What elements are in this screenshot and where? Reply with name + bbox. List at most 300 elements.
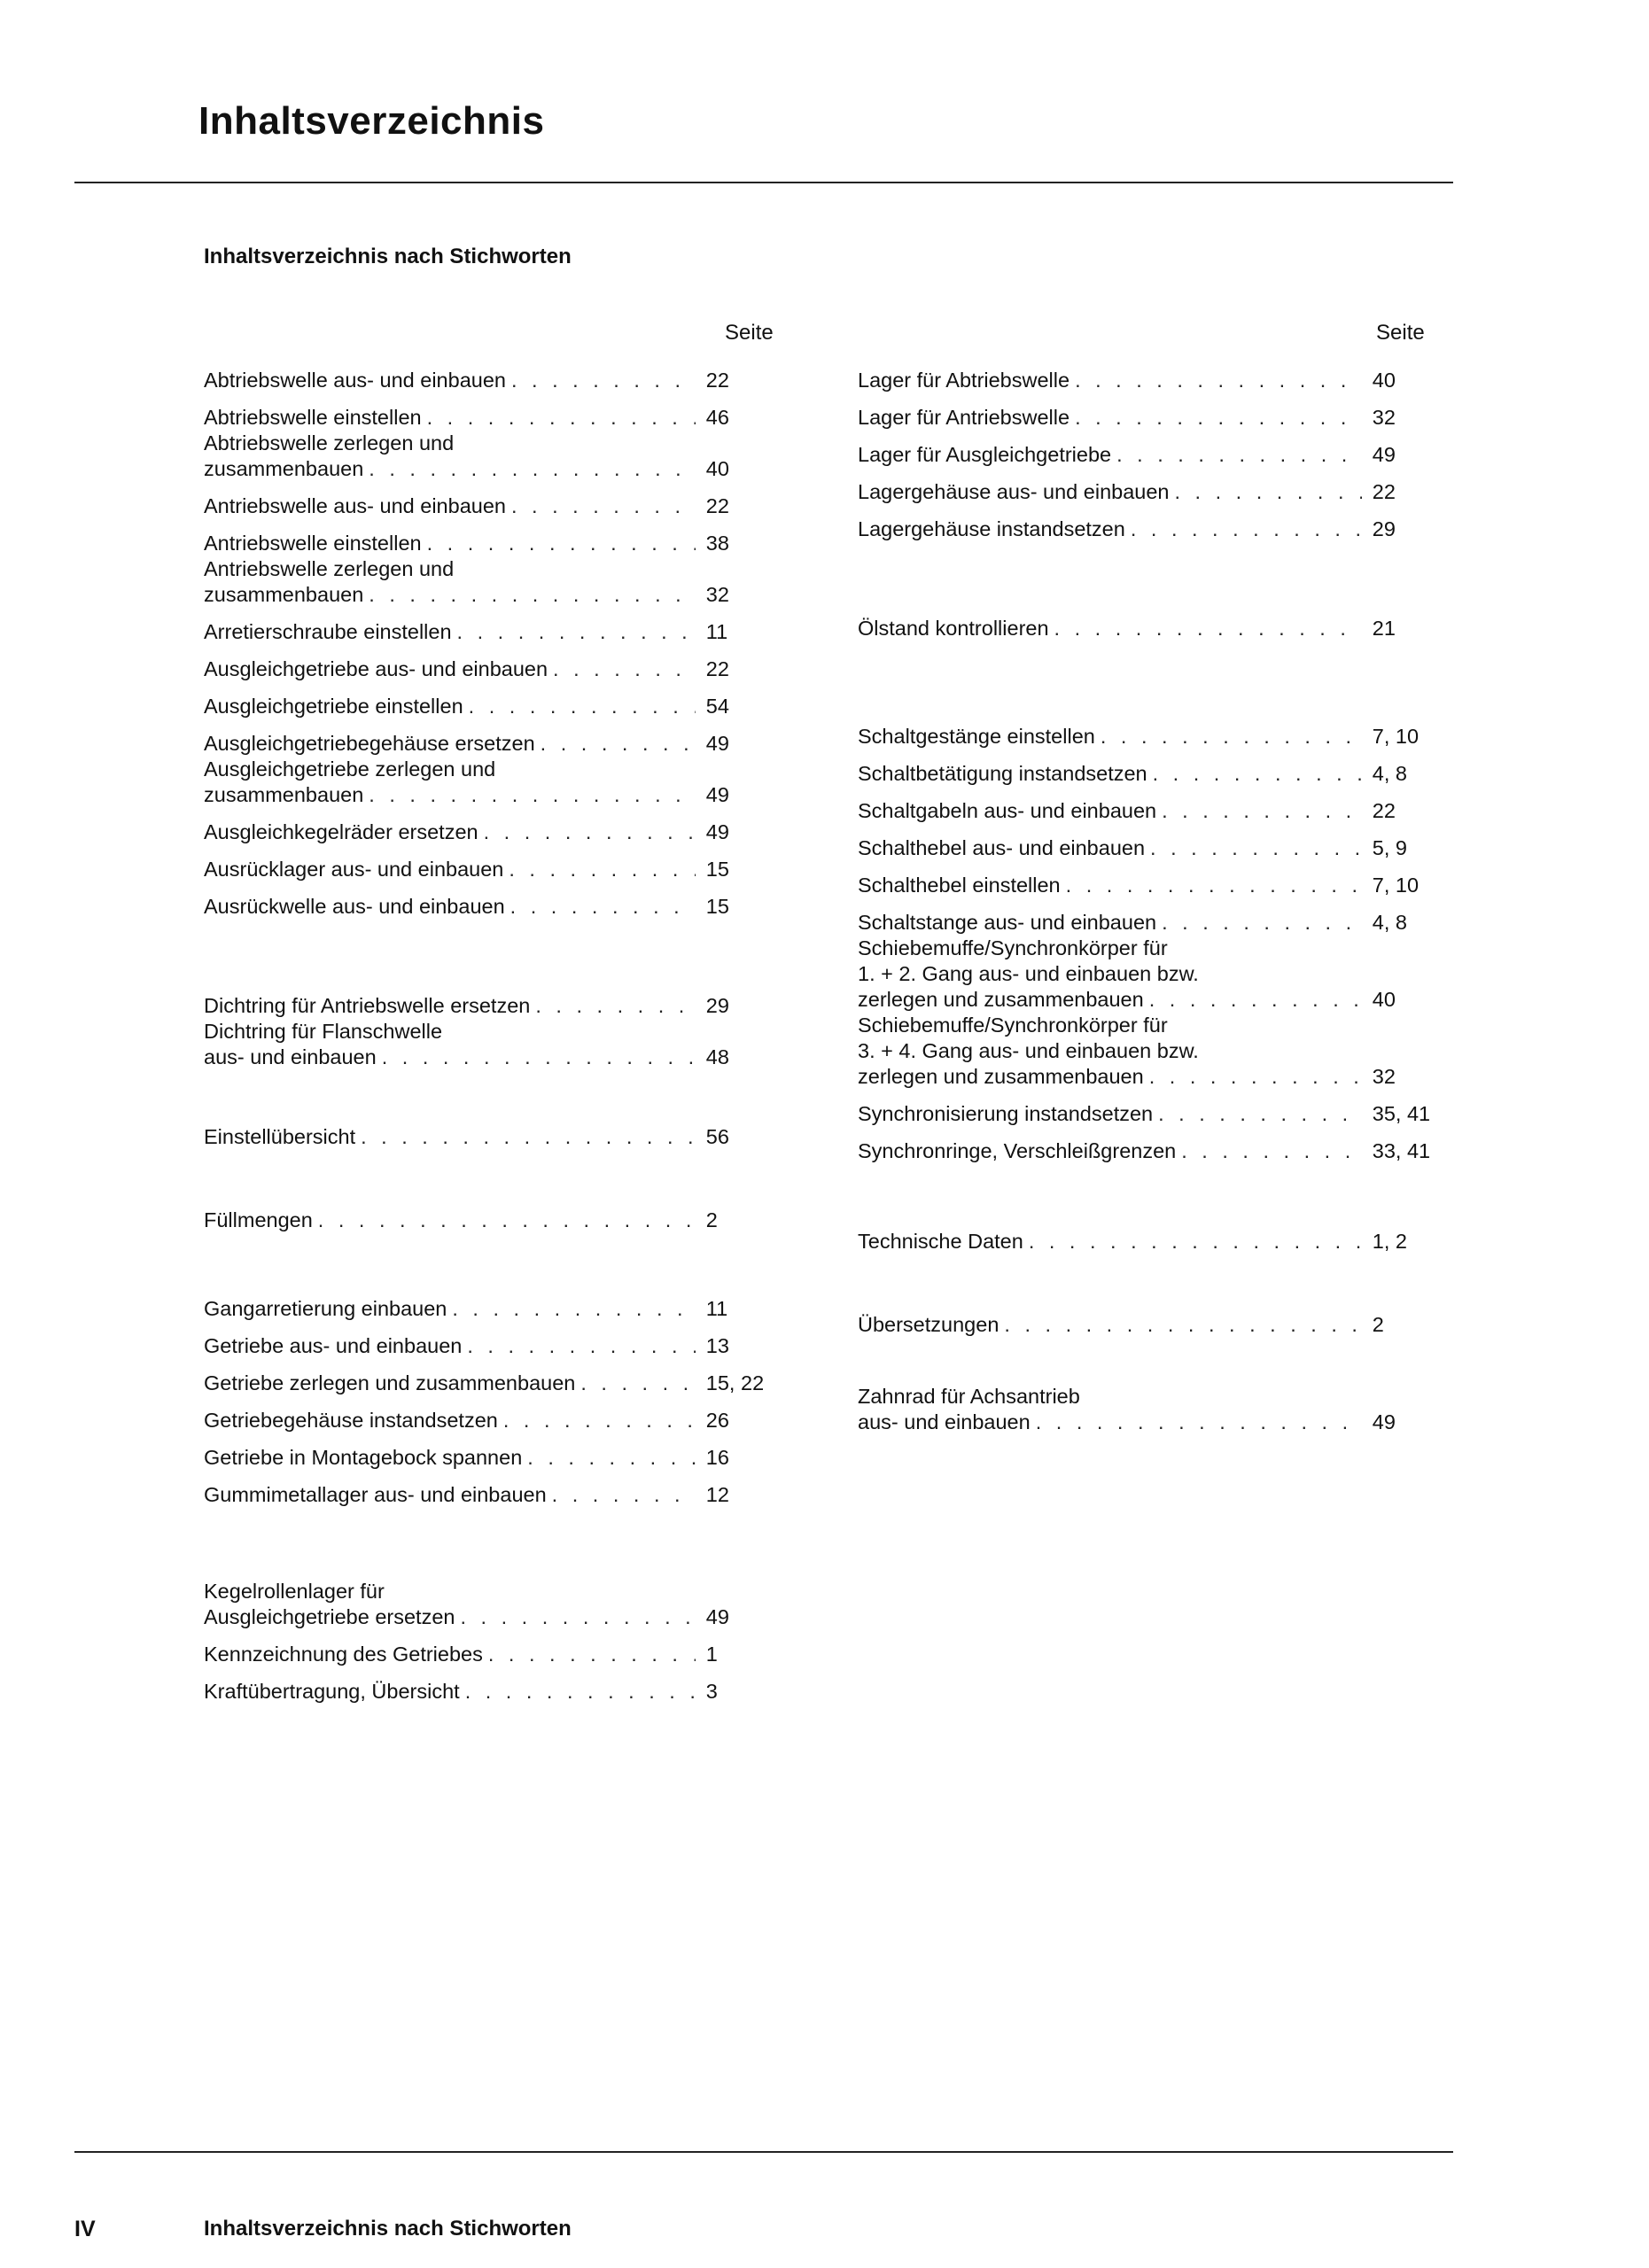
entry-text (858, 910, 1362, 936)
entry-page-number: 11 (705, 1297, 728, 1320)
entry-label: Abtriebswelle aus- und einbauen (204, 369, 506, 392)
dot-leader (1147, 761, 1362, 787)
entry-page-number: 22 (1372, 799, 1396, 822)
index-entry (204, 356, 793, 393)
dot-leader (377, 1045, 696, 1070)
index-entry (204, 1396, 793, 1433)
entry-label-row (858, 724, 1362, 750)
index-entry (858, 936, 1460, 1013)
entry-label: Technische Daten (858, 1230, 1023, 1253)
entry-label: Ölstand kontrollieren (858, 617, 1049, 640)
entry-label: Ausrückwelle aus- und einbauen (204, 895, 505, 918)
entry-page-number: 11 (705, 620, 728, 643)
entry-label-row (204, 1642, 696, 1667)
index-entry (858, 898, 1460, 936)
index-entry (858, 787, 1460, 824)
entry-text (204, 1679, 696, 1705)
index-entry (204, 1579, 793, 1630)
entry-label-row (204, 656, 696, 682)
entry-label-row (858, 1064, 1362, 1090)
top-divider (74, 182, 1453, 183)
entry-label: Ausgleichgetriebe aus- und einbauen (204, 657, 548, 680)
dot-leader (505, 894, 696, 920)
entry-text (858, 936, 1362, 1013)
entry-label-row (204, 619, 696, 645)
entry-text (858, 517, 1362, 542)
entry-label: Antriebswelle aus- und einbauen (204, 494, 506, 517)
dot-leader (535, 731, 696, 757)
index-group (858, 1217, 1460, 1254)
entry-label-line: Kegelrollenlager für (204, 1580, 385, 1603)
index-group (858, 1301, 1460, 1338)
index-group (204, 1285, 793, 1508)
entry-text (204, 857, 696, 882)
entry-text (204, 531, 696, 556)
index-entry (204, 1667, 793, 1705)
entry-page-number: 32 (1372, 1065, 1396, 1088)
entry-page-number: 13 (705, 1334, 729, 1357)
entry-label: Lager für Abtriebswelle (858, 369, 1070, 392)
dot-leader (1023, 1229, 1362, 1254)
entry-label: Kennzeichnung des Getriebes (204, 1643, 483, 1666)
entry-label-row (858, 835, 1362, 861)
entry-text (858, 442, 1362, 468)
entry-text (204, 757, 696, 808)
index-entry (204, 645, 793, 682)
entry-page-number: 15 (705, 858, 729, 881)
index-group (858, 604, 1460, 641)
dot-leader (1070, 368, 1362, 393)
entry-text (204, 1642, 696, 1667)
entry-label-row (858, 479, 1362, 505)
index-entry (204, 845, 793, 882)
entry-label: Übersetzungen (858, 1313, 1000, 1336)
entry-page-number: 16 (705, 1446, 729, 1469)
entry-text (204, 1019, 696, 1070)
index-group (858, 1384, 1460, 1435)
entry-page-number: 29 (705, 994, 729, 1017)
entry-text (858, 873, 1362, 898)
entry-page-number: 40 (1372, 988, 1396, 1011)
index-column-left (204, 321, 793, 1705)
entry-label-row (858, 798, 1362, 824)
entry-page-number: 56 (705, 1125, 729, 1148)
entry-page-number: 2 (1372, 1313, 1384, 1336)
entry-label-row (858, 368, 1362, 393)
index-group (858, 712, 1460, 1164)
entry-label-line: Ausgleichgetriebe zerlegen und (204, 757, 496, 781)
index-group (204, 1196, 793, 1233)
entry-text (858, 479, 1362, 505)
entry-label-row (858, 1312, 1362, 1338)
dot-leader (363, 456, 696, 482)
dot-leader (1095, 724, 1362, 750)
entry-label-row (858, 873, 1362, 898)
entry-page-number: 5, 9 (1372, 836, 1407, 859)
column-header-left (204, 321, 793, 356)
entry-page-number: 7, 10 (1372, 874, 1420, 897)
entry-text (204, 405, 696, 431)
dot-leader (463, 694, 696, 719)
index-entry (204, 719, 793, 757)
index-entry (204, 1471, 793, 1508)
entry-page-number: 49 (1372, 443, 1396, 466)
entry-page-number: 15 (705, 895, 729, 918)
index-entry (858, 505, 1460, 542)
index-entry (204, 1196, 793, 1233)
entry-label-row (858, 405, 1362, 431)
entry-label-line: Schiebemuffe/Synchronkörper für (858, 936, 1168, 959)
entry-label-row (858, 987, 1362, 1013)
entry-label: Schalthebel aus- und einbauen (858, 836, 1146, 859)
dot-leader (530, 993, 695, 1019)
entry-label: aus- und einbauen (858, 1410, 1031, 1433)
entry-label-row (204, 1296, 696, 1322)
entry-page-number: 32 (1372, 406, 1396, 429)
entry-label: Ausgleichgetriebe ersetzen (204, 1605, 455, 1628)
index-column-right (858, 321, 1460, 1435)
index-entry (858, 1127, 1460, 1164)
bottom-divider (74, 2151, 1453, 2153)
entry-label: zerlegen und zusammenbauen (858, 988, 1144, 1011)
entry-label: Abtriebswelle einstellen (204, 406, 422, 429)
dot-leader (548, 656, 696, 682)
dot-leader (1176, 1138, 1362, 1164)
entry-label-line: 1. + 2. Gang aus- und einbauen bzw. (858, 962, 1199, 985)
entry-label-row (204, 531, 696, 556)
index-entry (204, 608, 793, 645)
dot-leader (503, 857, 695, 882)
entry-text (204, 993, 696, 1019)
dot-leader (363, 782, 696, 808)
dot-leader (1070, 405, 1362, 431)
entry-label-line: Zahnrad für Achsantrieb (858, 1385, 1080, 1408)
entry-label-row (204, 1604, 696, 1630)
dot-leader (1145, 835, 1362, 861)
index-entry (204, 1113, 793, 1150)
index-entry (204, 1322, 793, 1359)
entry-label: Ausgleichgetriebe einstellen (204, 695, 463, 718)
entry-label-row (858, 1229, 1362, 1254)
dot-leader (1144, 1064, 1362, 1090)
entry-text (858, 405, 1362, 431)
entry-page-number: 49 (705, 1605, 729, 1628)
column-header-seite: Seite (725, 321, 774, 345)
index-entry (204, 808, 793, 845)
footer-page-number: IV (74, 2217, 96, 2241)
footer-title: Inhaltsverzeichnis nach Stichworten (204, 2217, 572, 2241)
entry-label-row (204, 694, 696, 719)
entry-text (204, 1579, 696, 1630)
dot-leader (522, 1445, 696, 1471)
entry-label: Gummimetallager aus- und einbauen (204, 1483, 547, 1506)
entry-label-row (204, 857, 696, 882)
dot-leader (547, 1482, 696, 1508)
entry-text (204, 619, 696, 645)
entry-label-row (204, 1333, 696, 1359)
entry-label: Dichtring für Antriebswelle ersetzen (204, 994, 531, 1017)
entry-text (204, 368, 696, 393)
dot-leader (506, 493, 696, 519)
entry-page-number: 22 (705, 657, 729, 680)
index-entry (204, 482, 793, 519)
entry-label: Lagergehäuse instandsetzen (858, 517, 1125, 540)
entry-label: aus- und einbauen (204, 1045, 377, 1068)
entry-page-number: 35, 41 (1372, 1102, 1431, 1125)
dot-leader (483, 1642, 696, 1667)
entry-label: Synchronisierung instandsetzen (858, 1102, 1154, 1125)
entry-label-row (204, 1371, 696, 1396)
entry-text (204, 1124, 696, 1150)
entry-label: Einstellübersicht (204, 1125, 356, 1148)
entry-page-number: 46 (705, 406, 729, 429)
index-entry (858, 1217, 1460, 1254)
entry-label-row (204, 368, 696, 393)
index-entry (858, 468, 1460, 505)
dot-leader (462, 1333, 695, 1359)
dot-leader (422, 531, 696, 556)
index-entry (858, 1013, 1460, 1090)
dot-leader (999, 1312, 1361, 1338)
entry-label: Getriebegehäuse instandsetzen (204, 1409, 498, 1432)
dot-leader (422, 405, 696, 431)
index-entry (204, 393, 793, 431)
index-entry (204, 682, 793, 719)
dot-leader (478, 819, 696, 845)
index-entry (204, 1359, 793, 1396)
entry-page-number: 21 (1372, 617, 1396, 640)
entry-label: Lagergehäuse aus- und einbauen (858, 480, 1170, 503)
dot-leader (363, 582, 696, 608)
dot-leader (1061, 873, 1362, 898)
entry-label: Gangarretierung einbauen (204, 1297, 447, 1320)
section-subtitle: Inhaltsverzeichnis nach Stichworten (204, 245, 572, 268)
entry-label-line: Dichtring für Flanschwelle (204, 1020, 443, 1043)
entry-label: Ausrücklager aus- und einbauen (204, 858, 504, 881)
entry-text (204, 493, 696, 519)
entry-label-row (204, 993, 696, 1019)
entry-page-number: 2 (705, 1208, 718, 1231)
entry-label: Arretierschraube einstellen (204, 620, 452, 643)
entry-page-number: 29 (1372, 517, 1396, 540)
index-entry (204, 556, 793, 608)
dot-leader (355, 1124, 696, 1150)
entry-label-line: Schiebemuffe/Synchronkörper für (858, 1014, 1168, 1037)
entry-text (858, 1384, 1362, 1435)
entry-text (858, 798, 1362, 824)
index-entry (204, 431, 793, 482)
entry-page-number: 38 (705, 532, 729, 555)
index-entry (204, 1433, 793, 1471)
index-entry (858, 393, 1460, 431)
entry-text (204, 1408, 696, 1433)
entry-page-number: 7, 10 (1372, 725, 1420, 748)
entry-text (204, 731, 696, 757)
entry-page-number: 40 (1372, 369, 1396, 392)
entry-text (858, 1312, 1362, 1338)
entry-page-number: 40 (705, 457, 729, 480)
entry-page-number: 32 (705, 583, 729, 606)
entry-text (204, 894, 696, 920)
dot-leader (1111, 442, 1362, 468)
entry-page-number: 49 (705, 820, 729, 843)
dot-leader (452, 619, 696, 645)
entry-text (858, 616, 1362, 641)
entry-label: Getriebe zerlegen und zusammenbauen (204, 1371, 576, 1394)
entry-text (858, 1229, 1362, 1254)
index-group (204, 356, 793, 920)
dot-leader (455, 1604, 695, 1630)
entry-page-number: 49 (1372, 1410, 1396, 1433)
dot-leader (447, 1296, 695, 1322)
entry-text (204, 694, 696, 719)
dot-leader (506, 368, 696, 393)
entry-label-row (204, 1045, 696, 1070)
entry-page-number: 15, 22 (705, 1371, 765, 1394)
entry-label-row (204, 1482, 696, 1508)
entry-page-number: 4, 8 (1372, 762, 1407, 785)
index-entry (858, 1301, 1460, 1338)
entry-label: zusammenbauen (204, 583, 364, 606)
column-header-seite: Seite (1376, 321, 1425, 345)
dot-leader (460, 1679, 696, 1705)
index-entry (204, 1285, 793, 1322)
entry-page-number: 54 (705, 695, 729, 718)
entry-label: Lager für Ausgleichgetriebe (858, 443, 1112, 466)
entry-text (204, 656, 696, 682)
dot-leader (313, 1208, 696, 1233)
entry-text (858, 724, 1362, 750)
column-header-right (858, 321, 1460, 356)
index-entry (204, 1630, 793, 1667)
index-entry (858, 604, 1460, 641)
entry-label-row (204, 1124, 696, 1150)
entry-text (858, 368, 1362, 393)
page-title: Inhaltsverzeichnis (198, 99, 545, 143)
index-entry (858, 750, 1460, 787)
entry-page-number: 22 (705, 369, 729, 392)
entry-page-number: 49 (705, 783, 729, 806)
entry-label: Schaltgabeln aus- und einbauen (858, 799, 1157, 822)
index-entry (858, 861, 1460, 898)
entry-label-row (858, 1101, 1362, 1127)
entry-label-row (204, 731, 696, 757)
entry-label: Kraftübertragung, Übersicht (204, 1680, 460, 1703)
index-entry (858, 824, 1460, 861)
entry-label-row (204, 819, 696, 845)
entry-label: Lager für Antriebswelle (858, 406, 1070, 429)
dot-leader (1156, 798, 1362, 824)
entry-text (204, 556, 696, 608)
dot-leader (1170, 479, 1362, 505)
entry-label: zerlegen und zusammenbauen (858, 1065, 1144, 1088)
entry-label-row (858, 517, 1362, 542)
entry-text (204, 1482, 696, 1508)
entry-label-row (204, 782, 696, 808)
entry-text (858, 1101, 1362, 1127)
entry-label-row (858, 910, 1362, 936)
entry-label-row (204, 894, 696, 920)
index-group (858, 356, 1460, 542)
entry-label: Schaltgestänge einstellen (858, 725, 1095, 748)
entry-text (858, 761, 1362, 787)
entry-text (204, 1296, 696, 1322)
entry-label: zusammenbauen (204, 457, 364, 480)
dot-leader (1156, 910, 1362, 936)
index-entry (858, 356, 1460, 393)
index-group (204, 1113, 793, 1150)
entry-label-row (204, 1679, 696, 1705)
entry-label: Schaltstange aus- und einbauen (858, 911, 1157, 934)
index-group (204, 1579, 793, 1705)
dot-leader (498, 1408, 696, 1433)
dot-leader (1031, 1410, 1362, 1435)
entry-page-number: 4, 8 (1372, 911, 1407, 934)
entry-label-row (204, 1208, 696, 1233)
entry-text (204, 1208, 696, 1233)
entry-page-number: 49 (705, 732, 729, 755)
entry-page-number: 22 (1372, 480, 1396, 503)
dot-leader (1153, 1101, 1362, 1127)
entry-page-number: 3 (705, 1680, 718, 1703)
index-entry (204, 519, 793, 556)
dot-leader (1125, 517, 1362, 542)
index-entry (204, 757, 793, 808)
entry-label: Füllmengen (204, 1208, 313, 1231)
entry-text (858, 835, 1362, 861)
index-groups-right (858, 356, 1460, 1435)
entry-text (204, 1371, 696, 1396)
index-groups-left (204, 356, 793, 1705)
entry-text (204, 431, 696, 482)
entry-text (204, 1333, 696, 1359)
entry-label: Getriebe in Montagebock spannen (204, 1446, 523, 1469)
entry-label-line: Abtriebswelle zerlegen und (204, 431, 455, 454)
entry-text (858, 1013, 1362, 1090)
entry-page-number: 12 (705, 1483, 729, 1506)
dot-leader (1049, 616, 1362, 641)
entry-label-row (858, 1410, 1362, 1435)
entry-label: Getriebe aus- und einbauen (204, 1334, 463, 1357)
entry-page-number: 22 (705, 494, 729, 517)
entry-label: Ausgleichgetriebegehäuse ersetzen (204, 732, 535, 755)
entry-label: Schalthebel einstellen (858, 874, 1061, 897)
entry-text (204, 819, 696, 845)
index-entry (858, 712, 1460, 750)
entry-page-number: 26 (705, 1409, 729, 1432)
dot-leader (575, 1371, 695, 1396)
index-entry (204, 982, 793, 1019)
index-entry (858, 431, 1460, 468)
entry-label: Ausgleichkegelräder ersetzen (204, 820, 478, 843)
entry-label-line: 3. + 4. Gang aus- und einbauen bzw. (858, 1039, 1199, 1062)
entry-label: Antriebswelle einstellen (204, 532, 422, 555)
entry-page-number: 1 (705, 1643, 718, 1666)
entry-label-row (204, 1445, 696, 1471)
index-entry (204, 882, 793, 920)
entry-label-row (204, 405, 696, 431)
index-group (204, 982, 793, 1070)
index-entry (858, 1384, 1460, 1435)
entry-label-row (204, 582, 696, 608)
entry-page-number: 1, 2 (1372, 1230, 1407, 1253)
entry-label-row (858, 616, 1362, 641)
entry-label-row (204, 456, 696, 482)
entry-text (204, 1445, 696, 1471)
entry-label: zusammenbauen (204, 783, 364, 806)
entry-label-row (858, 761, 1362, 787)
entry-label-row (204, 1408, 696, 1433)
